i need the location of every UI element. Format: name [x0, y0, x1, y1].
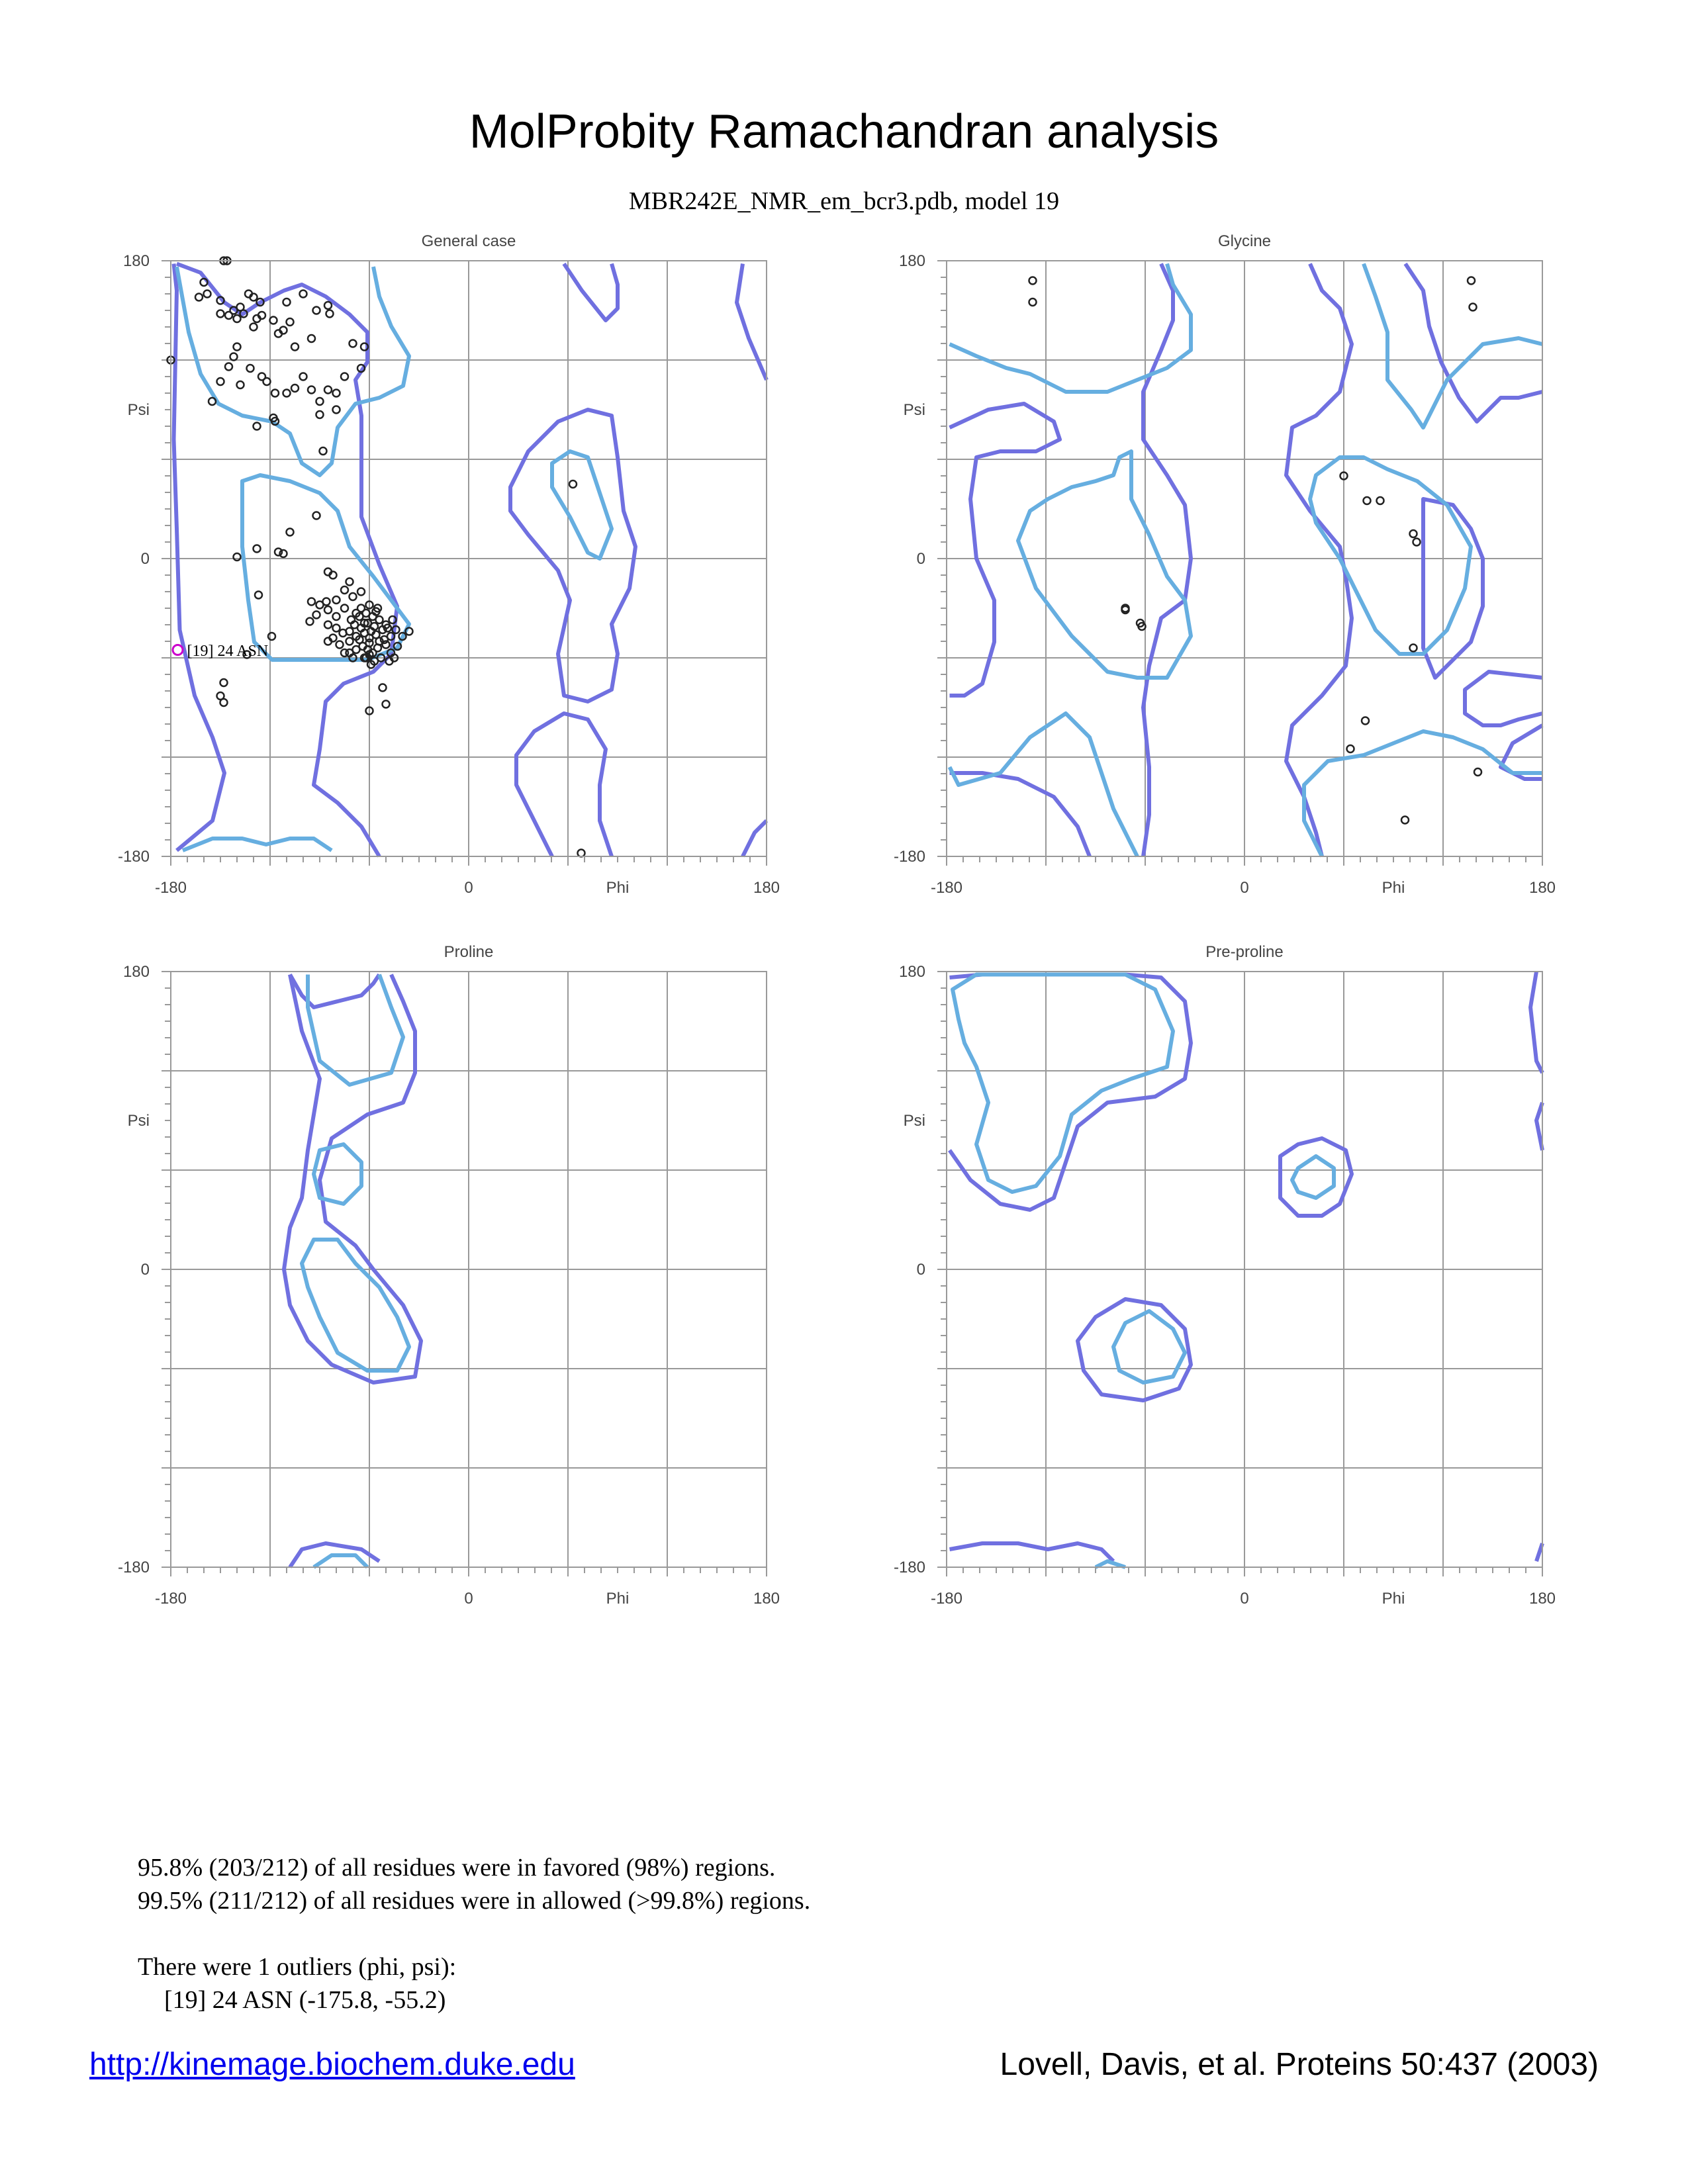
residue-point	[283, 298, 291, 306]
allowed-contour	[1536, 1543, 1542, 1561]
x-tick-label: 0	[464, 1590, 473, 1608]
plot-panel	[118, 943, 780, 1608]
residue-point	[287, 529, 294, 536]
allowed-contour	[950, 773, 1090, 856]
residue-point	[254, 545, 261, 553]
residue-point	[209, 398, 216, 405]
residue-point	[300, 373, 307, 381]
x-tick-label: 0	[464, 879, 473, 897]
panel-title: Pre-proline	[1205, 943, 1284, 961]
y-tick-label: 0	[140, 550, 150, 568]
residue-point	[379, 684, 387, 692]
residue-point	[217, 310, 224, 318]
residue-point	[217, 378, 224, 385]
y-tick-label: 180	[898, 252, 925, 270]
residue-point	[357, 588, 365, 596]
residue-point	[313, 307, 320, 314]
residue-point	[225, 363, 232, 371]
y-tick-label: 180	[122, 963, 150, 981]
x-tick-label: -180	[154, 1590, 187, 1608]
allowed-contour	[950, 1543, 1114, 1561]
y-axis-label: Psi	[903, 1112, 925, 1130]
y-tick-label: 180	[122, 252, 150, 270]
residue-point	[271, 390, 279, 397]
favored-contour	[183, 839, 332, 850]
residue-point	[308, 335, 315, 342]
residue-point	[1474, 768, 1481, 776]
panel-title: General case	[421, 232, 516, 250]
allowed-contour	[564, 264, 618, 321]
residue-point	[324, 387, 332, 394]
y-axis-label: Psi	[127, 401, 150, 419]
residue-point	[1029, 298, 1037, 306]
favored-contour	[177, 267, 409, 475]
favored-contour	[950, 264, 1192, 392]
residue-point	[255, 592, 262, 599]
kinemage-link[interactable]: http://kinemage.biochem.duke.edu	[89, 2047, 575, 2082]
allowed-contour	[743, 821, 767, 856]
residue-point	[237, 381, 244, 388]
allowed-contour	[1280, 1138, 1352, 1216]
allowed-contour	[1465, 672, 1542, 725]
allowed-contour	[1536, 1103, 1542, 1150]
residue-point	[316, 398, 324, 405]
favored-contour	[552, 451, 612, 559]
residue-point	[383, 701, 390, 708]
residue-point	[333, 390, 340, 397]
x-tick-label: -180	[154, 879, 187, 897]
x-tick-label: 180	[1528, 879, 1556, 897]
residue-point	[1410, 530, 1417, 537]
residue-point	[333, 596, 340, 604]
favored-contour	[1292, 1156, 1334, 1198]
residue-point	[204, 291, 211, 298]
plot-panel	[118, 232, 780, 897]
favored-contour	[953, 975, 1173, 1193]
favored-contour	[1096, 1561, 1125, 1567]
residue-point	[234, 553, 241, 561]
residue-point	[341, 586, 348, 594]
residue-point	[316, 411, 324, 418]
residue-point	[268, 633, 275, 640]
residue-point	[1468, 277, 1475, 285]
residue-point	[1362, 717, 1369, 725]
residue-point	[324, 606, 332, 614]
residue-point	[250, 324, 258, 331]
x-tick-label: -180	[930, 1590, 963, 1608]
allowed-contour	[737, 264, 767, 381]
x-tick-label: 180	[753, 1590, 780, 1608]
residue-point	[1029, 277, 1037, 285]
plot-panel	[894, 943, 1556, 1608]
residue-point	[333, 613, 340, 620]
allowed-stat: 99.5% (211/212) of all residues were in allowed (>99.8%) regions.	[138, 1887, 811, 1915]
favored-contour	[1310, 457, 1471, 654]
outlier-point	[173, 645, 183, 655]
residue-point	[323, 598, 330, 606]
residue-point	[291, 343, 299, 351]
outlier-count: There were 1 outliers (phi, psi):	[138, 1953, 457, 1981]
residue-point	[350, 340, 357, 347]
allowed-contour	[290, 975, 379, 1008]
residue-point	[1401, 817, 1409, 824]
allowed-contour	[1078, 1299, 1191, 1400]
residue-point	[320, 447, 327, 455]
residue-point	[336, 641, 344, 649]
residue-point	[1364, 497, 1371, 504]
residue-point	[1377, 497, 1384, 504]
x-tick-label: 180	[1528, 1590, 1556, 1608]
allowed-contour	[1530, 972, 1542, 1073]
allowed-contour	[1143, 264, 1191, 857]
y-tick-label: -180	[117, 1559, 150, 1576]
residue-point	[376, 616, 383, 623]
favored-stat: 95.8% (203/212) of all residues were in favored (98%) regions.	[138, 1854, 776, 1882]
favored-contour	[308, 975, 403, 1085]
citation: Lovell, Davis, et al. Proteins 50:437 (2003)	[1000, 2047, 1599, 2082]
residue-point	[346, 638, 353, 645]
allowed-contour	[1423, 499, 1483, 678]
residue-point	[313, 612, 320, 619]
residue-point	[341, 649, 348, 657]
residue-point	[578, 850, 585, 857]
residue-point	[308, 598, 315, 606]
y-tick-label: 180	[898, 963, 925, 981]
x-axis-label: Phi	[1382, 879, 1405, 897]
residue-point	[1413, 539, 1421, 546]
page-title: MolProbity Ramachandran analysis	[469, 105, 1219, 158]
panel-title: Glycine	[1217, 232, 1272, 250]
x-tick-label: -180	[930, 879, 963, 897]
x-tick-label: 0	[1240, 879, 1249, 897]
residue-point	[306, 618, 314, 625]
residue-point	[1347, 745, 1354, 752]
residue-point	[333, 406, 340, 414]
residue-point	[346, 578, 353, 586]
residue-point	[270, 317, 277, 324]
x-tick-label: 0	[1240, 1590, 1249, 1608]
favored-contour	[1304, 731, 1542, 856]
allowed-contour	[1405, 264, 1542, 422]
residue-point	[195, 294, 203, 301]
y-tick-label: 0	[140, 1261, 150, 1279]
residue-point	[308, 387, 315, 394]
plot-panel	[894, 232, 1556, 897]
residue-point	[324, 302, 332, 309]
residue-point	[569, 480, 577, 488]
residue-point	[333, 625, 340, 632]
favored-contour	[314, 1555, 367, 1567]
allowed-contour	[516, 713, 612, 856]
x-tick-label: 180	[753, 879, 780, 897]
residue-point	[234, 315, 241, 322]
y-tick-label: -180	[893, 848, 925, 866]
residue-point	[254, 423, 261, 430]
y-axis-label: Psi	[903, 401, 925, 419]
residue-point	[326, 310, 334, 318]
residue-point	[234, 343, 241, 351]
allowed-contour	[174, 264, 225, 851]
y-tick-label: 0	[916, 1261, 925, 1279]
x-axis-label: Phi	[606, 879, 630, 897]
residue-point	[220, 699, 228, 706]
residue-point	[263, 378, 271, 385]
favored-contour	[950, 713, 1138, 856]
favored-contour	[1018, 451, 1191, 678]
page-subtitle: MBR242E_NMR_em_bcr3.pdb, model 19	[628, 187, 1060, 215]
allowed-contour	[950, 404, 1060, 696]
residue-point	[291, 385, 299, 392]
residue-point	[341, 373, 348, 381]
y-tick-label: -180	[117, 848, 150, 866]
y-axis-label: Psi	[127, 1112, 150, 1130]
y-tick-label: 0	[916, 550, 925, 568]
allowed-contour	[177, 264, 397, 857]
x-axis-label: Phi	[1382, 1590, 1405, 1608]
residue-point	[350, 593, 357, 600]
x-axis-label: Phi	[606, 1590, 630, 1608]
y-tick-label: -180	[893, 1559, 925, 1576]
outlier-label: [19] 24 ASN	[187, 643, 269, 660]
residue-point	[247, 365, 254, 372]
residue-point	[341, 605, 348, 612]
outlier-item: [19] 24 ASN (-175.8, -55.2)	[164, 1986, 446, 2014]
residue-point	[1410, 645, 1417, 652]
residue-point	[283, 390, 291, 397]
residue-point	[230, 353, 238, 361]
residue-point	[313, 512, 320, 520]
residue-point	[287, 318, 294, 326]
favored-contour	[1113, 1311, 1185, 1383]
residue-point	[220, 679, 228, 686]
favored-contour	[1364, 264, 1542, 428]
residue-point	[300, 291, 307, 298]
residue-point	[324, 621, 332, 629]
panel-title: Proline	[444, 943, 494, 961]
residue-point	[1470, 304, 1477, 311]
